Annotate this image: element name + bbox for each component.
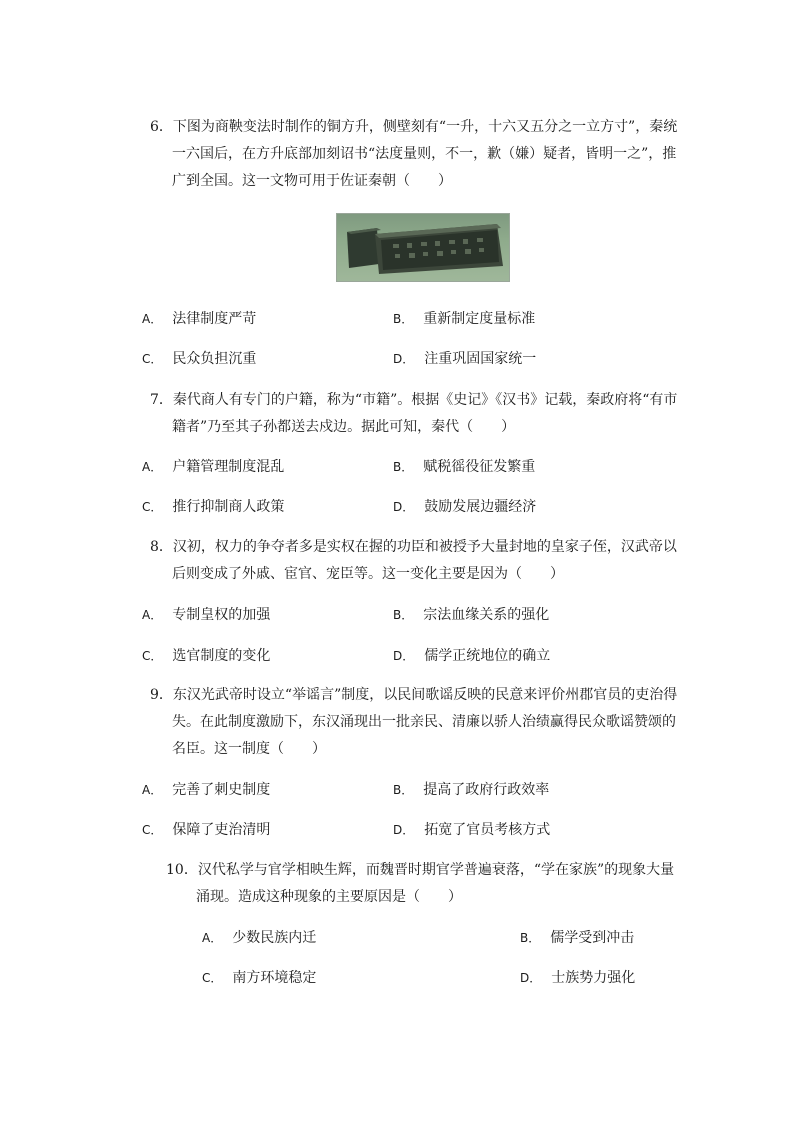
option-key: A．: [142, 312, 163, 326]
option-key: D．: [393, 823, 415, 837]
option-text: 注重巩固国家统一: [424, 351, 537, 367]
question-stem-text: 9．东汉光武帝时设立“举谣言”制度，以民间歌谣反映的民意来评价州郡官员的吏治得失。在此制度激励下，东汉涌现出一批亲民、清廉以骄人治绩赢得民众歌谣赞颂的名臣。这一制度（ ）: [150, 687, 678, 757]
question-9-option-a[interactable]: [142, 780, 270, 800]
option-text: 拓宽了官员考核方式: [424, 822, 551, 838]
option-key: A．: [142, 608, 163, 622]
option-key: B．: [520, 931, 541, 945]
option-text: 赋税徭役征发繁重: [423, 459, 536, 475]
option-key: C．: [202, 971, 223, 985]
option-text: 法律制度严苛: [172, 311, 257, 327]
question-10-option-a[interactable]: [202, 928, 316, 948]
option-text: 民众负担沉重: [172, 351, 257, 367]
option-text: 户籍管理制度混乱: [172, 459, 285, 475]
question-9-option-d[interactable]: [393, 820, 550, 840]
option-text: 士族势力强化: [551, 970, 636, 986]
question-7-option-d[interactable]: [393, 497, 536, 517]
option-key: A．: [142, 460, 163, 474]
option-text: 专制皇权的加强: [172, 607, 271, 623]
option-text: 儒学正统地位的确立: [424, 648, 551, 664]
question-stem-text: 8．汉初，权力的争夺者多是实权在握的功臣和被授予大量封地的皇家子侄，汉武帝以后则变成了外戚、宦官、宠臣等。这一变化主要是因为（ ）: [150, 539, 677, 582]
bronze-fangsheng-image: [336, 213, 510, 282]
option-text: 保障了吏治清明: [172, 822, 271, 838]
option-key: B．: [393, 608, 414, 622]
option-text: 鼓励发展边疆经济: [424, 499, 537, 515]
option-text: 完善了刺史制度: [172, 782, 271, 798]
option-key: A．: [202, 931, 223, 945]
question-10-stem: [166, 857, 686, 911]
question-9-stem: [150, 682, 686, 763]
question-8-option-d[interactable]: [393, 646, 550, 666]
option-key: A．: [142, 783, 163, 797]
option-key: D．: [393, 649, 415, 663]
question-7-option-a[interactable]: [142, 457, 284, 477]
option-text: 选官制度的变化: [172, 648, 271, 664]
option-key: B．: [393, 312, 414, 326]
option-text: 南方环境稳定: [232, 970, 317, 986]
question-8-option-b[interactable]: [393, 605, 549, 625]
bronze-vessel-illustration: [337, 214, 510, 282]
option-text: 宗法血缘关系的强化: [423, 607, 550, 623]
question-9-option-b[interactable]: [393, 780, 549, 800]
question-9-option-c[interactable]: [142, 820, 270, 840]
question-6-stem: [150, 114, 686, 195]
option-key: C．: [142, 500, 163, 514]
option-key: D．: [520, 971, 542, 985]
option-key: D．: [393, 352, 415, 366]
option-key: B．: [393, 783, 414, 797]
question-6-option-d[interactable]: [393, 349, 536, 369]
option-text: 儒学受到冲击: [550, 930, 635, 946]
question-7-option-c[interactable]: [142, 497, 284, 517]
question-7-stem: [150, 387, 686, 441]
question-6-option-b[interactable]: [393, 309, 535, 329]
option-text: 提高了政府行政效率: [423, 782, 550, 798]
question-stem-text: 6．下图为商鞅变法时制作的铜方升，侧壁刻有“一升，十六又五分之一立方寸”，秦统一六国后，在方升底部加刻诏书“法度量则，不一，歉（嫌）疑者，皆明一之”，推广到全国。这一文物可用于佐证秦朝（ ）: [150, 119, 678, 189]
option-text: 推行抑制商人政策: [172, 499, 285, 515]
question-7-option-b[interactable]: [393, 457, 535, 477]
question-6-option-c[interactable]: [142, 349, 256, 369]
question-6-option-a[interactable]: [142, 309, 256, 329]
option-key: C．: [142, 649, 163, 663]
question-10-option-b[interactable]: [520, 928, 634, 948]
option-key: C．: [142, 823, 163, 837]
question-10-option-d[interactable]: [520, 968, 635, 988]
question-8-option-c[interactable]: [142, 646, 270, 666]
option-key: D．: [393, 500, 415, 514]
option-key: C．: [142, 352, 163, 366]
option-text: 重新制定度量标准: [423, 311, 536, 327]
option-key: B．: [393, 460, 414, 474]
question-8-stem: [150, 534, 686, 588]
question-stem-text: 7．秦代商人有专门的户籍，称为“市籍”。根据《史记》《汉书》记载，秦政府将“有市籍者”乃至其子孙都送去戍边。据此可知，秦代（ ）: [150, 392, 678, 435]
question-10-option-c[interactable]: [202, 968, 316, 988]
question-stem-text: 10．汉代私学与官学相映生辉，而魏晋时期官学普遍衰落，“学在家族”的现象大量涌现。造成这种现象的主要原因是（ ）: [166, 862, 675, 905]
question-8-option-a[interactable]: [142, 605, 270, 625]
option-text: 少数民族内迁: [232, 930, 317, 946]
